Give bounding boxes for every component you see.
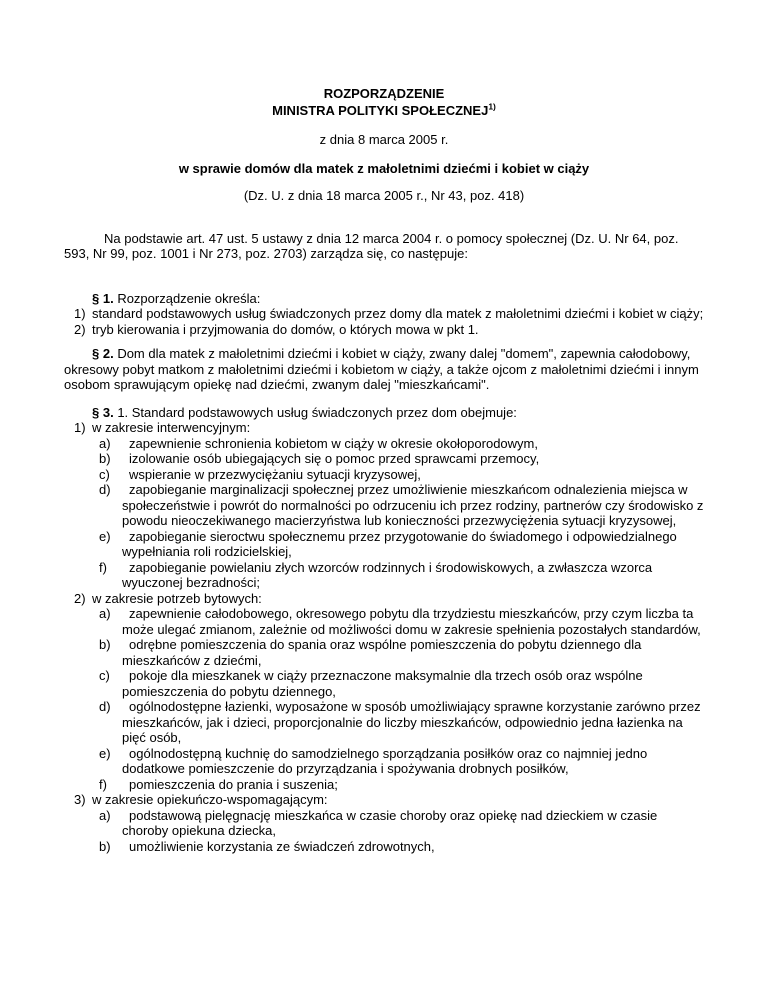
list-item — [64, 792, 704, 808]
sub-list-item-text: zapobieganie powielaniu złych wzorców rodzinnych i środowiskowych, a zwłaszcza wzorca wyuczonej bezradności; — [122, 559, 653, 590]
sub-list-item — [64, 436, 704, 452]
sub-list-item — [64, 746, 704, 777]
sub-list-item — [64, 699, 704, 746]
sub-list-item-text: podstawową pielęgnację mieszkańca w czasie choroby oraz opiekę nad dzieckiem w czasie choroby opiekuna dziecka, — [122, 807, 658, 838]
sub-list-item — [64, 606, 704, 637]
sub-list-item-text: pomieszczenia do prania i suszenia; — [129, 776, 338, 792]
sub-list-item-marker: d) — [99, 699, 111, 714]
sub-list-item-marker: f) — [99, 559, 107, 575]
journal-reference: (Dz. U. z dnia 18 marca 2005 r., Nr 43, poz. 418) — [243, 188, 525, 203]
document-subject: w sprawie domów dla matek z małoletnimi dziećmi i kobiet w ciąży — [178, 160, 590, 176]
list-item-marker: 2) — [74, 590, 86, 606]
list-item — [64, 322, 704, 338]
list-item-marker: 3) — [74, 792, 86, 807]
sub-list-item-text: izolowanie osób ubiegających się o pomoc przed sprawcami przemocy, — [129, 451, 540, 466]
sub-list-item-marker: b) — [99, 637, 111, 652]
sub-list-item — [64, 839, 704, 855]
section-2-label: § 2. — [92, 346, 114, 361]
sub-list-item — [64, 560, 704, 591]
list-item-marker: 2) — [74, 321, 86, 337]
sub-list-item — [64, 808, 704, 839]
sub-list-item-marker: d) — [99, 482, 111, 497]
section-3-heading — [64, 405, 704, 421]
sub-list-item-marker: a) — [99, 807, 111, 823]
sub-list-item-text: zapobieganie marginalizacji społecznej przez umożliwienie mieszkańcom odnalezienia miejsca w społeczeństwie i powrót do normalności po odrzuceniu ich przez rodziny, partnerów czy środowisko z powodu nieoczekiwanego macierzyństwa lub konieczności przezwyciężenia sytuacji kryzysowej, — [122, 482, 704, 528]
sub-list-item-text: zapobieganie sieroctwu społecznemu przez przygotowanie do świadomego i odpowiedzialnego wypełniania roli rodzicielskiej, — [122, 528, 677, 559]
sub-list-item — [64, 529, 704, 560]
sub-list-item — [64, 777, 704, 793]
section-2-text: Dom dla matek z małoletnimi dziećmi i kobiet w ciąży, zwany dalej "domem", zapewnia całodobowy, okresowy pobyt matkom z małoletnimi dziećmi i kobietom w ciąży, a także ojcom z małoletnimi dziećmi i innym osobom sprawującym opiekę nad dziećmi, zwanym dalej "mieszkańcami". — [64, 346, 699, 392]
list-item-text: tryb kierowania i przyjmowania do domów, o których mowa w pkt 1. — [92, 321, 479, 337]
section-3-text: 1. Standard podstawowych usług świadczonych przez dom obejmuje: — [117, 404, 517, 420]
sub-list-item — [64, 482, 704, 529]
document-subtitle-text: MINISTRA POLITYKI SPOŁECZNEJ — [272, 103, 489, 118]
preamble: Na podstawie art. 47 ust. 5 ustawy z dnia 12 marca 2004 r. o pomocy społecznej (Dz. U. Nr 64, poz. 593, Nr 99, poz. 1001 i Nr 273, poz. 2703) zarządza się, co następuje: — [64, 230, 679, 261]
list-item-text: w zakresie opiekuńczo-wspomagającym: — [92, 792, 328, 807]
sub-list-item-marker: e) — [99, 528, 111, 544]
section-2-paragraph — [64, 346, 704, 393]
sub-list-item-marker: c) — [99, 466, 110, 482]
list-item-marker: 1) — [74, 306, 86, 321]
list-item-marker: 1) — [74, 420, 86, 435]
sub-list-item-marker: b) — [99, 838, 111, 854]
sub-list-item-marker: e) — [99, 745, 111, 761]
footnote-ref: 1) — [488, 101, 496, 112]
sub-list-item — [64, 668, 704, 699]
sub-list-item — [64, 467, 704, 483]
document-date: z dnia 8 marca 2005 r. — [319, 132, 449, 147]
sub-list-item-text: ogólnodostępną kuchnię do samodzielnego sporządzania posiłków oraz co najmniej jedno dodatkowe pomieszczenie do przyrządzania i spożywania drobnych posiłków, — [122, 745, 648, 776]
sub-list-item-text: odrębne pomieszczenia do spania oraz wspólne pomieszczenia do pobytu dziennego dla mieszkańców z dziećmi, — [122, 637, 642, 668]
list-item-text: w zakresie potrzeb bytowych: — [92, 590, 262, 606]
list-item-text: w zakresie interwencyjnym: — [92, 420, 251, 435]
list-item — [64, 306, 704, 322]
sub-list-item-text: umożliwienie korzystania ze świadczeń zdrowotnych, — [129, 838, 435, 854]
list-item — [64, 420, 704, 436]
document-header — [64, 85, 704, 204]
sub-list-item — [64, 451, 704, 467]
sub-list-item-marker: a) — [99, 435, 111, 451]
list-item-text: standard podstawowych usług świadczonych przez domy dla matek z małoletnimi dziećmi i kobiet w ciąży; — [92, 306, 704, 321]
sub-list-item-text: wspieranie w przezwyciężaniu sytuacji kryzysowej, — [129, 466, 421, 482]
sub-list-item-marker: a) — [99, 606, 111, 621]
sub-list-item-text: zapewnienie całodobowego, okresowego pobytu dla trzydziestu mieszkańców, przy czym liczba ta może ulegać zmianom, zależnie od możliwości domu w zakresie spełnienia pozostałych standardów, — [122, 606, 701, 637]
sub-list-item-text: zapewnienie schronienia kobietom w ciąży w okresie okołoporodowym, — [129, 435, 538, 451]
sub-list-item — [64, 637, 704, 668]
document-title: ROZPORZĄDZENIE — [323, 86, 445, 101]
document-subtitle — [64, 102, 704, 119]
section-1-text: Rozporządzenie określa: — [117, 290, 261, 306]
sub-list-item-text: pokoje dla mieszkanek w ciąży przeznaczone maksymalnie dla trzech osób oraz wspólne pomieszczenia do pobytu dziennego, — [122, 668, 643, 699]
sub-list-item-marker: f) — [99, 776, 107, 792]
section-3-label: § 3. — [92, 404, 114, 420]
section-1-label: § 1. — [92, 290, 114, 306]
sub-list-item-text: ogólnodostępne łazienki, wyposażone w sposób umożliwiający sprawne korzystanie zarówno przez mieszkańców, jak i dzieci, proporcjonalnie do liczby mieszkańców, odpowiednio jedna łazienka na pięć osób, — [122, 699, 701, 745]
sub-list-item-marker: c) — [99, 668, 110, 683]
list-item — [64, 591, 704, 607]
section-1-heading — [64, 291, 704, 307]
sub-list-item-marker: b) — [99, 451, 111, 466]
